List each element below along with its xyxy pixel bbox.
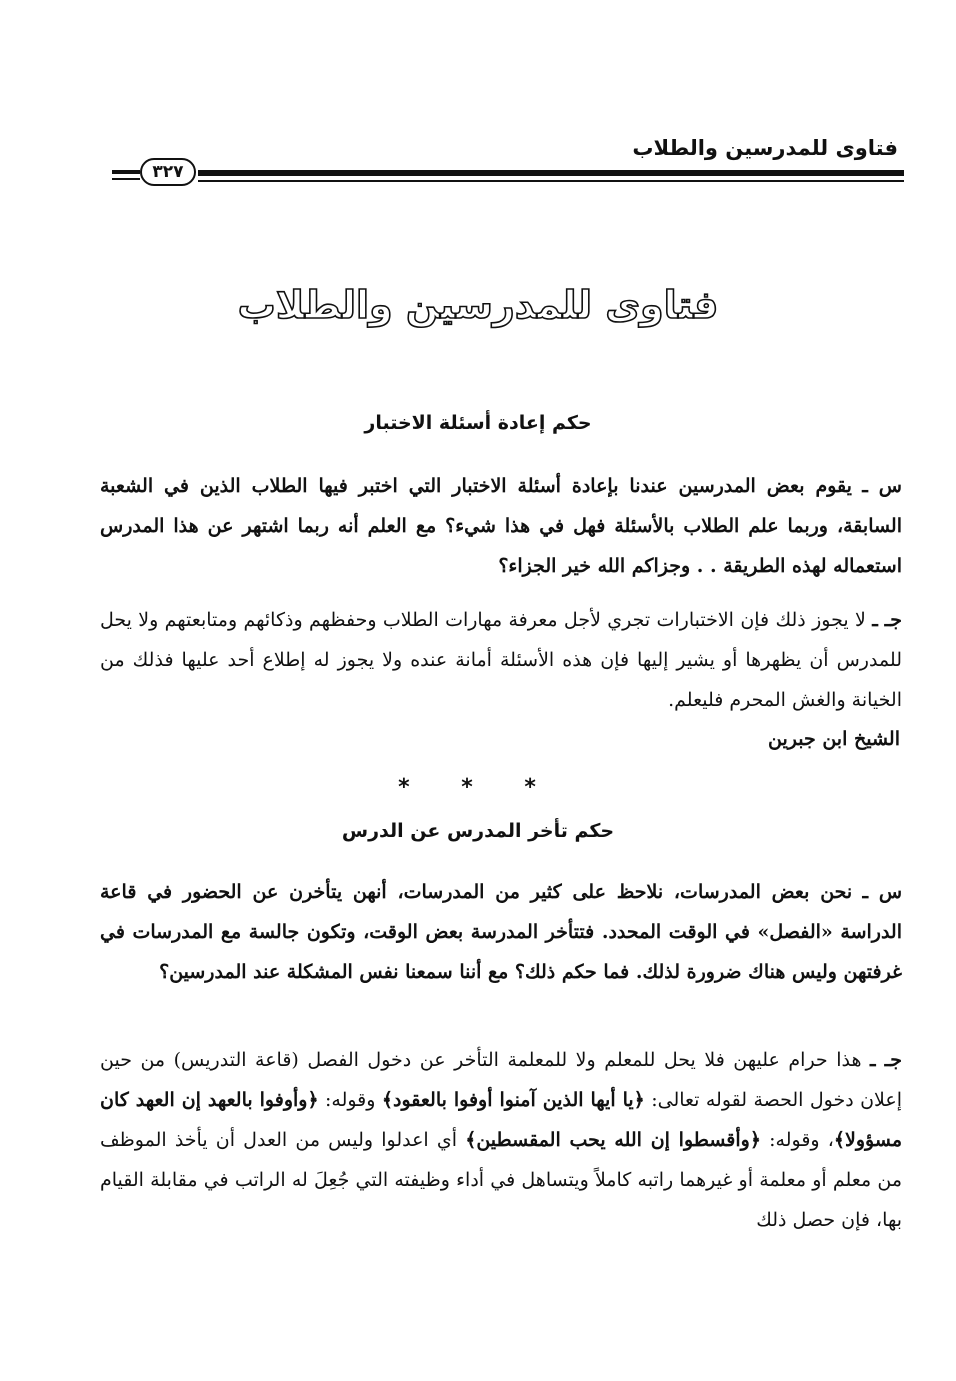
answer-paragraph: [100, 1040, 902, 1240]
section-heading: حكم إعادة أسئلة الاختبار: [364, 412, 592, 434]
chapter-title-text: فتاوى للمدرسين والطلاب: [237, 283, 719, 327]
quran-verse: ﴿وأوفوا بالعهد إن العهد كان مسؤولا﴾: [100, 1089, 902, 1151]
answer-marker: جـ ـ: [872, 609, 902, 631]
question-marker: س ـ: [862, 881, 903, 903]
signature: الشيخ ابن جبرين: [768, 728, 900, 750]
page-number: ٣٢٧: [140, 158, 196, 186]
question-paragraph: [100, 872, 902, 992]
question-paragraph: [100, 466, 902, 586]
header-rule: [198, 170, 904, 176]
answer-text: أي اعدلوا وليس من العدل أن يأخذ الموظف من معلم أو معلمة أو غيرهما راتبه كاملاً ويتساهل في أداء وظيفته التي جُعِلَ له الراتب في مقابلة القيام بها، فإن حصل ذلك: [100, 1129, 902, 1231]
header-rule-left: [112, 170, 140, 174]
answer-paragraph: [100, 600, 902, 720]
answer-text: هذا حرام عليهن فلا يحل للمعلم ولا للمعلمة التأخر عن دخول الفصل (قاعة التدريس) من حين إعلان دخول الحصة لقوله تعالى:: [100, 1049, 902, 1111]
section-heading: حكم تأخر المدرس عن الدرس: [341, 820, 615, 842]
section-separator: * * *: [398, 775, 558, 800]
header-rule-thin: [198, 180, 904, 182]
quran-verse: ﴿يا أيها الذين آمنوا أوفوا بالعقود﴾: [381, 1089, 645, 1111]
answer-text: وقوله:: [324, 1089, 376, 1111]
chapter-title: [237, 280, 719, 330]
answer-marker: جـ ـ: [870, 1049, 902, 1071]
question-marker: س ـ: [862, 475, 903, 497]
question-text: يقوم بعض المدرسين عندنا بإعادة أسئلة الاختبار التي اختبر فيها الطلاب الذين في الشعبة السابقة، وربما علم الطلاب بالأسئلة فهل في هذا شيء؟ مع العلم أنه ربما اشتهر عن هذا المدرس استعماله لهذه الطريقة . . وجزاكم الله خير الجزاء؟: [100, 475, 902, 577]
running-title: فتاوى للمدرسين والطلاب: [632, 136, 898, 160]
answer-text: ، وقوله:: [769, 1129, 834, 1151]
quran-verse: ﴿وأقسطوا إن الله يحب المقسطين﴾: [465, 1129, 761, 1151]
header-rule-left-thin: [112, 178, 140, 180]
answer-text: لا يجوز ذلك فإن الاختبارات تجري لأجل معرفة مهارات الطلاب وحفظهم وذكائهم ومتابعتهم ولا يحل للمدرس أن يظهرها أو يشير إليها فإن هذه الأسئلة أمانة عنده ولا يجوز له إطلاع أحد عليها فذلك من الخيانة والغش المحرم فليعلم.: [100, 609, 902, 711]
question-text: نحن بعض المدرسات، نلاحظ على كثير من المدرسات، أنهن يتأخرن عن الحضور في قاعة الدراسة «الفصل» في الوقت المحدد. فتتأخر المدرسة بعض الوقت، وتكون جالسة مع المدرسات في غرفتهن وليس هناك ضرورة لذلك. فما حكم ذلك؟ مع أننا سمعنا نفس المشكلة عند المدرسين؟: [100, 881, 902, 983]
